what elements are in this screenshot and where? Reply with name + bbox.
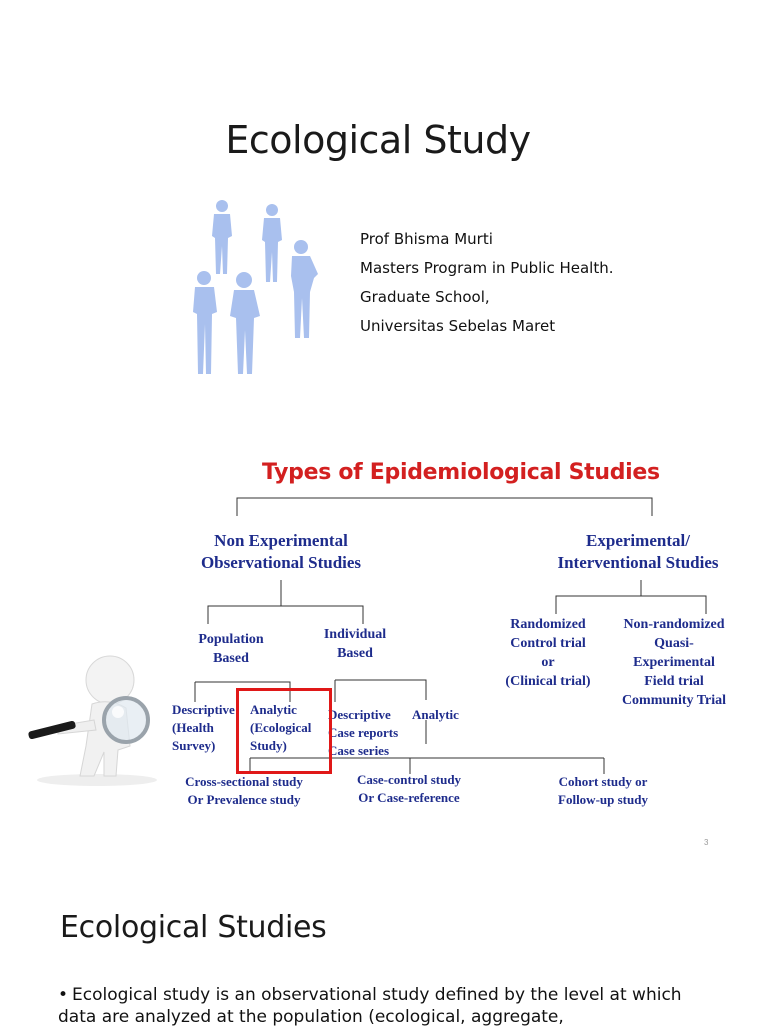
ind-descriptive-label	[328, 706, 398, 760]
author-name: Prof Bhisma Murti	[360, 230, 493, 248]
individual-based-label	[306, 625, 404, 663]
pop-descriptive-line1: Descriptive	[172, 702, 235, 717]
ind-descriptive-line3: Case series	[328, 743, 390, 758]
individual-based-line1: Individual	[323, 627, 387, 642]
cohort-label	[544, 773, 662, 809]
pop-analytic-line1: Analytic	[250, 702, 297, 717]
randomized-line4: (Clinical trial)	[505, 674, 591, 689]
non-experimental-line1: Non Experimental	[214, 531, 348, 550]
pop-analytic-line2: (Ecological	[250, 720, 312, 735]
ecological-study-highlight-box	[236, 688, 332, 774]
pop-descriptive-line2: (Health	[172, 720, 214, 735]
cross-sectional-line1: Cross-sectional study	[185, 774, 303, 789]
pop-descriptive-line3: Survey)	[172, 738, 216, 753]
non-randomized-line5: Community Trial	[621, 693, 727, 708]
pop-descriptive-label	[172, 701, 235, 755]
non-randomized-line4: Field trial	[644, 674, 704, 689]
non-randomized-line2: Quasi-	[654, 636, 694, 651]
experimental-line2: Interventional Studies	[557, 553, 719, 572]
individual-based-line2: Based	[337, 646, 373, 661]
author-school: Graduate School,	[360, 288, 490, 306]
ind-descriptive-line2: Case reports	[328, 725, 399, 740]
cohort-line2: Follow-up study	[558, 792, 648, 807]
non-randomized-line1: Non-randomized	[623, 617, 725, 632]
experimental-label	[540, 530, 736, 574]
page-number: 3	[704, 838, 709, 847]
experimental-line1: Experimental/	[586, 531, 690, 550]
non-experimental-line2: Observational Studies	[200, 553, 362, 572]
bullet-text: Ecological study is an observational study defined by the level at which data are analyzed at the population (ecological, aggregate,	[58, 985, 682, 1027]
section-title: Ecological Studies	[60, 910, 327, 945]
non-randomized-line3: Experimental	[633, 655, 715, 670]
non-experimental-label	[186, 530, 376, 574]
magnifying-glass-figure-icon	[22, 650, 172, 795]
cohort-line1: Cohort study or	[558, 774, 648, 789]
author-program: Masters Program in Public Health.	[360, 259, 614, 277]
pop-analytic-line3: Study)	[250, 738, 287, 753]
non-randomized-trial-label	[608, 615, 740, 710]
population-based-line2: Based	[213, 651, 249, 666]
ind-analytic-label: Analytic	[412, 707, 459, 722]
population-based-label	[180, 630, 282, 668]
slide-title: Ecological Study	[225, 118, 531, 162]
randomized-trial-label	[494, 615, 602, 691]
ind-descriptive-line1: Descriptive	[328, 707, 391, 722]
diagram-title: Types of Epidemiological Studies	[262, 460, 660, 485]
randomized-line2: Control trial	[510, 636, 586, 651]
cross-sectional-label	[172, 773, 316, 809]
randomized-line3: or	[541, 655, 555, 670]
randomized-line1: Randomized	[510, 617, 586, 632]
cross-sectional-line2: Or Prevalence study	[187, 792, 301, 807]
case-control-label	[344, 771, 474, 807]
case-control-line1: Case-control study	[356, 772, 462, 787]
case-control-line2: Or Case-reference	[358, 790, 460, 805]
bullet-item	[58, 984, 698, 1028]
population-based-line1: Population	[198, 632, 264, 647]
author-university: Universitas Sebelas Maret	[360, 317, 556, 335]
bullet-marker: •	[58, 985, 69, 1005]
